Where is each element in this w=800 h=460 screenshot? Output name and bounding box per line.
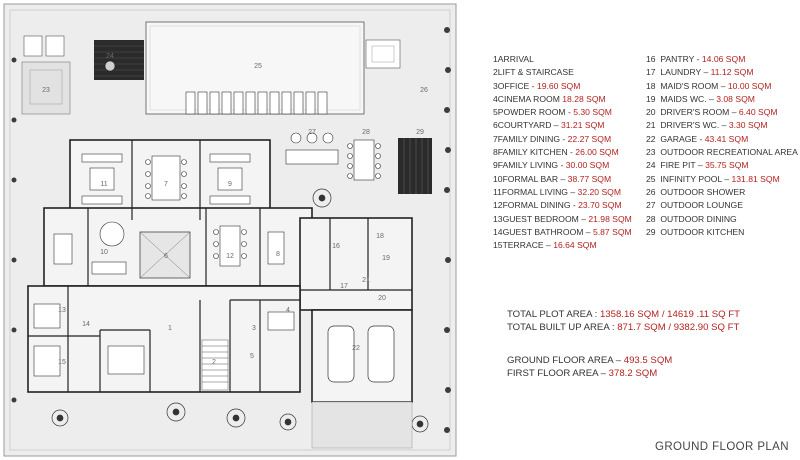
legend-item: 2LIFT & STAIRCASE — [493, 67, 574, 78]
room-label-6: 6 — [164, 253, 168, 260]
legend-item: 26 OUTDOOR SHOWER — [646, 186, 746, 197]
room-label-27: 27 — [308, 129, 316, 136]
room-label-13: 13 — [58, 307, 66, 314]
legend-item: 17 LAUNDRY – 11.12 SQM — [646, 67, 754, 78]
legend-item: 3OFFICE - 19.60 SQM — [493, 80, 581, 91]
legend-item: 14GUEST BATHROOM – 5.87 SQM — [493, 226, 632, 237]
legend-item: 6COURTYARD – 31.21 SQM — [493, 120, 605, 131]
legend-item: 7FAMILY DINING - 22.27 SQM — [493, 133, 612, 144]
legend-item: 23 OUTDOOR RECREATIONAL AREA — [646, 147, 798, 158]
legend-item: 10FORMAL BAR – 38.77 SQM — [493, 173, 612, 184]
room-label-12: 12 — [226, 253, 234, 260]
room-label-24: 24 — [106, 53, 114, 60]
legend-item: 24 FIRE PIT – 35.75 SQM — [646, 160, 749, 171]
room-label-21: 21 — [362, 277, 370, 284]
legend-item: 11FORMAL LIVING – 32.20 SQM — [493, 186, 622, 197]
legend-item: 12FORMAL DINING - 23.70 SQM — [493, 200, 622, 211]
room-label-2: 2 — [212, 359, 216, 366]
room-legend-left — [493, 53, 632, 252]
room-legend-right — [646, 53, 798, 239]
room-label-19: 19 — [382, 255, 390, 262]
legend-item: 8FAMILY KITCHEN - 26.00 SQM — [493, 147, 619, 158]
terrace-seating — [34, 346, 60, 376]
plan-title: GROUND FLOOR PLAN — [655, 441, 789, 453]
outdoor-seat — [24, 36, 42, 56]
room-label-4: 4 — [286, 307, 290, 314]
room-label-11: 11 — [100, 181, 108, 188]
room-label-23: 23 — [42, 87, 50, 94]
first-floor-area: FIRST FLOOR AREA – 378.2 SQM — [507, 368, 658, 379]
legend-item: 18 MAID'S ROOM – 10.00 SQM — [646, 80, 772, 91]
room-label-1: 1 — [168, 325, 172, 332]
total-area-summary — [507, 308, 740, 334]
room-label-5: 5 — [250, 353, 254, 360]
room-label-15: 15 — [58, 359, 66, 366]
legend-item: 19 MAIDS WC. – 3.08 SQM — [646, 93, 755, 104]
room-label-18: 18 — [376, 233, 384, 240]
driveway — [312, 402, 412, 448]
total-built-up-area: TOTAL BUILT UP AREA : 871.7 SQM / 9382.90 SQ FT — [507, 322, 740, 333]
guest-bed — [34, 304, 60, 328]
legend-item: 1ARRIVAL — [493, 54, 534, 64]
room-label-26: 26 — [420, 87, 428, 94]
legend-item: 22 GARAGE - 43.41 SQM — [646, 133, 749, 144]
room-label-16: 16 — [332, 243, 340, 250]
legend-item: 20 DRIVER'S ROOM – 6.40 SQM — [646, 107, 778, 118]
legend-item: 28 OUTDOOR DINING — [646, 213, 737, 224]
legend-item: 13GUEST BEDROOM – 21.98 SQM — [493, 213, 632, 224]
legend-item: 15TERRACE – 16.64 SQM — [493, 240, 597, 251]
legend-item: 16 PANTRY - 14.06 SQM — [646, 54, 746, 64]
room-label-25: 25 — [254, 63, 262, 70]
room-label-29: 29 — [416, 129, 424, 136]
ground-floor-area: GROUND FLOOR AREA – 493.5 SQM — [507, 355, 673, 366]
room-label-17: 17 — [340, 283, 348, 290]
cinema-seating — [268, 312, 294, 330]
room-label-20: 20 — [378, 295, 386, 302]
room-label-3: 3 — [252, 325, 256, 332]
room-label-28: 28 — [362, 129, 370, 136]
legend-item: 27 OUTDOOR LOUNGE — [646, 200, 743, 211]
floor-area-summary — [507, 354, 672, 380]
office-desk — [108, 346, 144, 374]
outdoor-kitchen-deck — [398, 138, 432, 194]
room-label-22: 22 — [352, 345, 360, 352]
room-label-10: 10 — [100, 249, 108, 256]
outdoor-shower — [366, 40, 400, 68]
fire-pit-deck — [94, 40, 144, 80]
kitchen-island — [268, 232, 284, 264]
legend-item: 5POWDER ROOM - 5.30 SQM — [493, 107, 612, 118]
room-label-14: 14 — [82, 321, 90, 328]
legend-item: 21 DRIVER'S WC. – 3.30 SQM — [646, 120, 768, 131]
room-label-7: 7 — [164, 181, 168, 188]
total-plot-area: TOTAL PLOT AREA : 1358.16 SQM / 14619 .11 SQ FT — [507, 309, 741, 320]
room-label-9: 9 — [228, 181, 232, 188]
outdoor-seat — [46, 36, 64, 56]
legend-item: 25 INFINITY POOL – 131.81 SQM — [646, 173, 780, 184]
legend-item: 9FAMILY LIVING - 30.00 SQM — [493, 160, 610, 171]
legend-item: 29 OUTDOOR KITCHEN — [646, 226, 745, 237]
room-label-8: 8 — [276, 251, 280, 258]
legend-item: 4CINEMA ROOM 18.28 SQM — [493, 93, 606, 104]
